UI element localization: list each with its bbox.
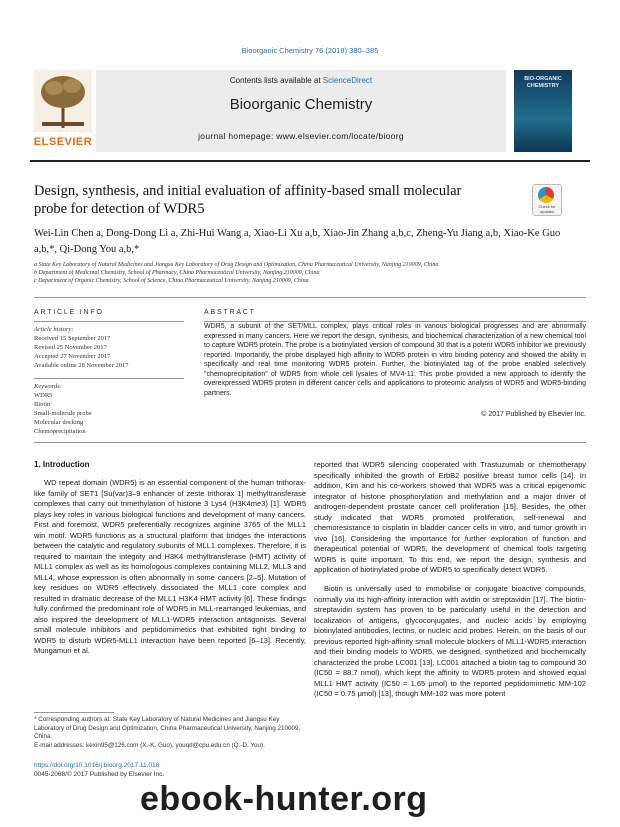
introduction-heading: 1. Introduction xyxy=(34,460,90,469)
keywords-label: Keywords: xyxy=(34,383,62,390)
affiliation-c: c Department of Organic Chemistry, School of Science, China Pharmaceutical University, Nanjing 210009, China xyxy=(34,278,309,284)
footnote-emails[interactable]: E-mail addresses: kexin95@126.com (X.-K. Guo), youqd@cpu.edu.cn (Q.-D. You). xyxy=(34,741,265,749)
author-list[interactable]: Wei-Lin Chen a, Dong-Dong Li a, Zhi-Hui Wang a, Xiao-Li Xu a,b, Xiao-Jin Zhang a,b,c, Zheng-Yu Jiang a,b, Xiao-Ke Guo a,b,*, Qi-Dong You a,b,* xyxy=(34,228,561,255)
article-history xyxy=(34,325,194,370)
intro-left-column: WD repeat domain (WDR5) is an essential component of the human trithorax-like family of SET1 [Su(var)3–9 enhancer of zeste trithorax 1] methyltransferase complexes that carry out trimethylation of histone 3 Lys4 (H3K4me3) [1]. WDR5 plays key roles in various biological functions and development of many cancers. First and foremost, WDR5 preferentially recognizes arginine 3765 of the MLL1 win motif. WDR5 functions as a structural platform that bridges the interactions between the catalytic and regulatory subunits of MLL1 complexes. Therefore, it is required to maintain the integrity and H3K4 methyltransferase (HMT) activity of MLL1 complex as well as its homologous complexes containing MLL2, MLL3 and MLL4, whose expression is often abnormally in some cancers [2–5]. Mutation of key residues on WDR5 effectively dissociated the MLL1 core complex and resulted in dramatic decrease of the MLL1 H3K4 HMT activity [6]. These findings fully confirmed the predominant role of WDR5 in MLL-rearranged leukemias, and also inspired the development of MLL1-WDR5 interaction antagonists. Several small molecule inhibitors and peptidomimetics that exhibited tight binding to WDR5 to disturb WDR5-MLL1 interaction have been reported [6–13]. Recently, Mungamuri et al. xyxy=(34,478,306,655)
contents-line xyxy=(96,76,506,85)
abstract-copyright: © 2017 Published by Elsevier Inc. xyxy=(481,411,586,418)
footnote-rule xyxy=(34,712,114,713)
history-received: Received 15 September 2017 xyxy=(34,335,111,342)
footnote-text: * Corresponding authors at: State Key Laboratory of Natural Medicines and Jiangsu Key Laboratory of Drug Design and Optimization, China Pharmaceutical University, Nanjing 210009, China. xyxy=(34,716,301,740)
keyword-item: Small-molecule probe xyxy=(34,410,92,417)
cover-title: BIO-ORGANIC CHEMISTRY xyxy=(524,76,562,89)
journal-name: Bioorganic Chemistry xyxy=(229,96,373,113)
history-revised: Revised 25 November 2017 xyxy=(34,344,107,351)
sciencedirect-link[interactable]: ScienceDirect xyxy=(322,76,373,85)
keyword-item: WDR5 xyxy=(34,392,53,399)
article-info-rule xyxy=(34,321,184,322)
intro-right-paragraph-1: reported that WDR5 silencing cooperated with Trastuzumab or chemotherapy specifically inhibited the growth of ErbB2 positive breast tumor cells [14]. In addition, Kim and his co-workers showed that WDR5 was a critical epigenomic integrator of histone phosphorylation and methylation and a major driver of androgen-dependent prostate cancer cell proliferation [15]. Besides, the other study indicated that WDR5 promoted proliferation, self-renewal and chemoresistance to cisplatin in bladder cancer cells in vitro, and tumor growth in vivo [16]. Considering the importance for further exploration of function and therapeutical potential of WDR5, the development of chemical tools targeting WDR5 is quite important. To this end, we report the design, synthesis and application of biotinylated probe of WDR5 to specifically detect WDR5. xyxy=(314,460,586,574)
affiliation-a: a State Key Laboratory of Natural Medicines and Jiangsu Key Laboratory of Drug Design and Optimization, China Pharmaceutical University, Nanjing 210009, China xyxy=(34,262,439,268)
affiliation-rule xyxy=(34,297,586,298)
keywords-rule xyxy=(34,378,184,379)
header-rule xyxy=(30,160,590,162)
contents-prefix: Contents lists available at xyxy=(229,76,323,85)
keyword-item: Biotin xyxy=(34,401,51,408)
keyword-item: Molecular docking xyxy=(34,419,84,426)
watermark-text: ebook-hunter.org xyxy=(140,780,428,818)
doi-link[interactable]: https://doi.org/10.1016/j.bioorg.2017.11.018 xyxy=(34,762,160,769)
elsevier-wordmark: ELSEVIER xyxy=(33,136,93,148)
journal-homepage[interactable]: journal homepage: www.elsevier.com/locate/bioorg xyxy=(198,131,404,141)
crossmark-icon xyxy=(538,187,554,203)
history-online: Available online 28 November 2017 xyxy=(34,362,129,369)
article-title: Design, synthesis, and initial evaluation of affinity-based small molecular probe for detection of WDR5 xyxy=(34,183,462,217)
article-info-heading: ARTICLE INFO xyxy=(34,309,104,316)
journal-citation[interactable]: Bioorganic Chemistry 76 (2018) 380–385 xyxy=(241,46,379,55)
abstract-text: WDR5, a subunit of the SET/MLL complex, plays critical roles in various biological progresses and are abnormally expressed in many cancers. Here we report the design, synthesis, and biochemical characterization of a new chemical tool to capture WDR5 protein. The probe is a biotinylated version of compound 30 that is a potent WDR5 inhibitor we previously reported. Importantly, the probe displayed high affinity to WDR5 protein in vitro binding potency and showed the ability in specifically and real time monitoring WDR5 protein. Further, the biotinylated tag of the probe enabled selectively "chemoprecipitation" of WDR5 from whole cell lysates of MV4-11. This probe provided a new approach to identify the overexpressed WDR5 protein in different cancer cells and applications to proteomic analysis of WDR5 and WDR5-binding partners. xyxy=(204,323,586,397)
abstract-heading: ABSTRACT xyxy=(204,309,256,316)
issn-line: 0045-2068/© 2017 Published by Elsevier Inc. xyxy=(34,771,165,778)
keywords-block xyxy=(34,382,194,436)
affiliation-b: b Department of Medicinal Chemistry, School of Pharmacy, China Pharmaceutical University, Nanjing 210009, China xyxy=(34,270,320,276)
corresponding-footnote xyxy=(34,716,306,750)
keyword-item: Chemoprecipitation xyxy=(34,428,86,435)
history-accepted: Accepted 27 November 2017 xyxy=(34,353,111,360)
intro-right-paragraph-2: Biotin is universally used to immobilise or conjugate bioactive compounds, normally via its high-affinity interaction with avidin or streptavidin [17]. The biotin-streptavidin system has proven to be particularly useful in the detection and localization of antigens, glycoconjugates, and nucleic acids by employing biotinylated antibodies, lectins, or nucleic acid probes. Herein, on the basis of our previous reported high-affinity small molecule blockers of MLL1-WDR5 interaction and their binding models to WDR5, we designed, synthetized and biochemically characterized the probe LC001 [13]. LC001 attached a biotin tag to compound 30 (IC50 = 88.7 nmol), which kept the affinity to WDR5 protein and showed equal MLL1 HMT activity (IC50 = 1.65 μmol) to the reported peptidomimetic MM-102 (IC50 = 0.75 μmol) [13], though MM-102 was more potent xyxy=(314,584,586,698)
history-label: Article history: xyxy=(34,326,74,333)
abstract-bottom-rule xyxy=(34,442,586,443)
crossmark-label: Check for updates xyxy=(538,204,556,214)
